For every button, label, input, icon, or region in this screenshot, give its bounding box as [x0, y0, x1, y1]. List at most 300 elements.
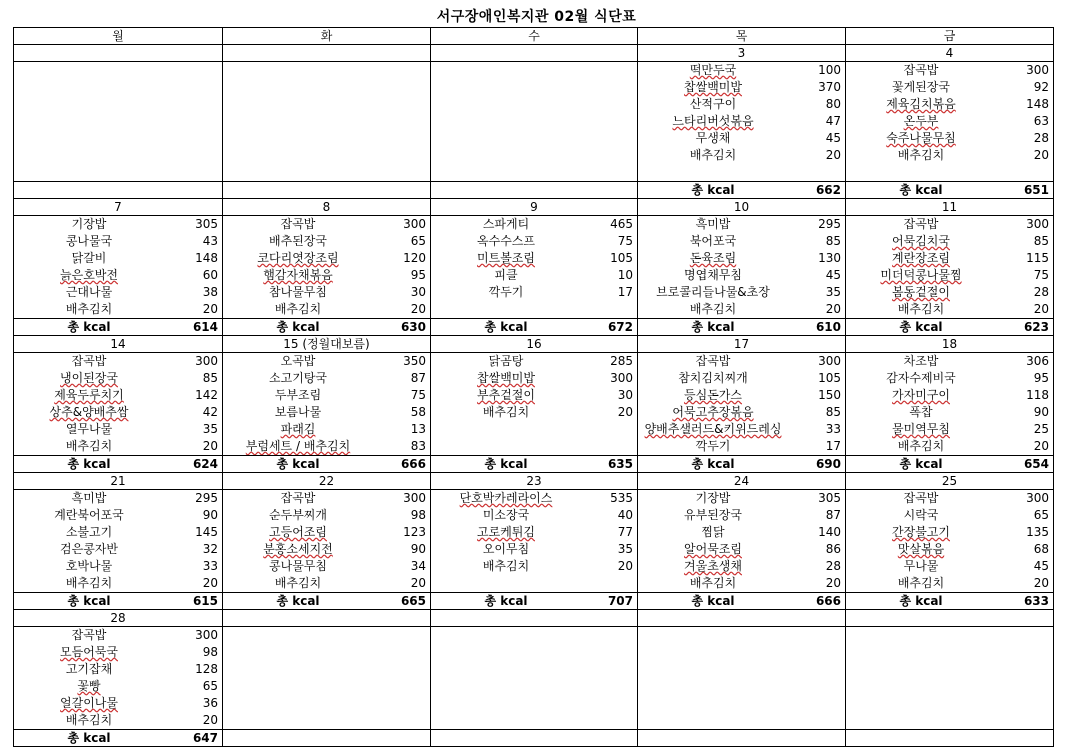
date-row	[14, 45, 1054, 62]
total-value: 666	[400, 457, 426, 471]
meal-item	[638, 79, 845, 96]
meal-name	[846, 301, 996, 318]
meal-name-text: 시락국	[903, 508, 939, 522]
meal-kcal: 98	[410, 508, 426, 522]
meal-name	[638, 62, 788, 79]
meal-name-text: 양배추샐러드&키위드레싱	[644, 422, 782, 436]
meal-kcal: 34	[410, 559, 426, 573]
meal-name-text: 찜닭	[701, 525, 725, 539]
meal-kcal: 85	[825, 234, 841, 248]
meal-name	[846, 421, 996, 438]
meal-name	[223, 233, 373, 250]
total-kcal	[223, 319, 430, 335]
meal-item	[431, 250, 637, 267]
meal-item	[223, 575, 430, 592]
meal-name-text: 단호박카레라이스	[459, 491, 553, 505]
meal-name	[638, 233, 788, 250]
total-value: 635	[607, 457, 633, 471]
day-number: 14	[14, 336, 223, 353]
meal-name	[638, 558, 788, 575]
total-label: 총 kcal	[899, 320, 943, 334]
total-kcal	[846, 593, 1053, 609]
meal-name	[14, 695, 164, 712]
day-total-cell	[638, 593, 846, 610]
meal-kcal: 300	[1026, 491, 1049, 505]
meal-item	[14, 575, 222, 592]
meal-item	[223, 421, 430, 438]
meal-item	[846, 404, 1053, 421]
meal-name-text: 찹쌀백미밥	[477, 371, 535, 385]
total-kcal	[638, 593, 845, 609]
meal-name	[846, 130, 996, 147]
meals-row	[14, 216, 1054, 319]
meal-kcal: 305	[195, 217, 218, 231]
day-number: 9	[431, 199, 638, 216]
meal-item	[846, 79, 1053, 96]
meal-kcal: 40	[617, 508, 633, 522]
meal-name	[846, 267, 996, 284]
meal-name	[638, 490, 788, 507]
meal-name-text: 소고기탕국	[269, 371, 327, 385]
meal-item	[846, 507, 1053, 524]
meal-kcal: 60	[202, 268, 218, 282]
meal-item	[638, 62, 845, 79]
day-total-cell	[846, 730, 1054, 747]
meal-name	[431, 541, 581, 558]
meal-name-text: 배추김치	[897, 439, 945, 453]
date-row	[14, 336, 1054, 353]
day-number	[223, 610, 431, 627]
meal-name-text: 잡곡밥	[71, 628, 107, 642]
total-label: 총 kcal	[276, 320, 320, 334]
meal-name	[638, 301, 788, 318]
meal-name-text: 북어포국	[689, 234, 737, 248]
meal-item	[431, 233, 637, 250]
meal-name-text: 깍두기	[695, 439, 731, 453]
meal-name	[223, 575, 373, 592]
meal-name-text: 배추김치	[689, 148, 737, 162]
meal-name-text: 검은콩자반	[60, 542, 118, 556]
meal-item	[846, 353, 1053, 370]
day-number	[638, 610, 846, 627]
day-number: 22	[223, 473, 431, 490]
day-meals-cell	[223, 353, 431, 456]
meal-kcal: 45	[825, 131, 841, 145]
meal-name	[14, 370, 164, 387]
meal-kcal: 95	[410, 268, 426, 282]
meal-name	[14, 678, 164, 695]
meal-item	[846, 438, 1053, 455]
meal-item	[846, 558, 1053, 575]
meal-name-text: 참나물무침	[269, 285, 327, 299]
meal-kcal: 90	[410, 542, 426, 556]
meal-kcal: 135	[1026, 525, 1049, 539]
meal-kcal: 30	[410, 285, 426, 299]
meal-item	[638, 370, 845, 387]
meals-row	[14, 353, 1054, 456]
total-value: 630	[400, 320, 426, 334]
meal-name	[14, 644, 164, 661]
meal-name	[846, 113, 996, 130]
day-total-cell	[638, 319, 846, 336]
day-total-cell	[14, 730, 223, 747]
total-label: 총 kcal	[691, 594, 735, 608]
meal-name-text: 배추김치	[689, 302, 737, 316]
meal-item	[638, 216, 845, 233]
meal-name-text: 배추김치	[65, 576, 113, 590]
meal-item	[638, 113, 845, 130]
meal-kcal: 465	[610, 217, 633, 231]
meal-kcal: 80	[825, 97, 841, 111]
date-row	[14, 199, 1054, 216]
meal-item	[14, 353, 222, 370]
date-row	[14, 610, 1054, 627]
day-number: 3	[638, 45, 846, 62]
meal-item	[14, 370, 222, 387]
meal-kcal: 32	[202, 542, 218, 556]
meal-name-text: 파래김	[280, 422, 316, 436]
meal-name	[638, 507, 788, 524]
weekday-wed: 수	[431, 28, 638, 45]
meal-name-text: 고기잡채	[65, 662, 113, 676]
meal-item	[431, 558, 637, 575]
meal-name-text: 보름나물	[274, 405, 322, 419]
meal-name-text: 배추된장국	[269, 234, 327, 248]
day-total-cell	[223, 182, 431, 199]
day-meals-cell	[846, 216, 1054, 319]
day-total-cell	[14, 182, 223, 199]
meal-item	[638, 524, 845, 541]
meal-name	[14, 438, 164, 455]
total-kcal	[14, 593, 222, 609]
total-value: 647	[192, 731, 218, 745]
meal-name	[431, 250, 581, 267]
meal-kcal: 300	[195, 354, 218, 368]
day-total-cell	[431, 319, 638, 336]
meal-name	[638, 267, 788, 284]
meal-item	[431, 284, 637, 301]
meal-kcal: 20	[202, 439, 218, 453]
meal-name	[431, 558, 581, 575]
total-value: 623	[1023, 320, 1049, 334]
total-label: 총 kcal	[691, 183, 735, 197]
meal-kcal: 10	[617, 268, 633, 282]
meal-item	[223, 507, 430, 524]
meal-name	[846, 216, 996, 233]
meal-kcal: 17	[617, 285, 633, 299]
day-number: 21	[14, 473, 223, 490]
meal-item	[223, 387, 430, 404]
meal-name	[223, 558, 373, 575]
meal-item	[14, 404, 222, 421]
meal-item	[223, 250, 430, 267]
meal-name	[638, 387, 788, 404]
day-total-cell	[846, 593, 1054, 610]
meal-name	[223, 284, 373, 301]
meal-name-text: 기장밥	[695, 491, 731, 505]
day-total-cell	[14, 319, 223, 336]
meal-kcal: 45	[1033, 559, 1049, 573]
meal-item	[638, 233, 845, 250]
meal-name-text: 폭찹	[909, 405, 933, 419]
meal-name-text: 맛살볶음	[897, 542, 945, 556]
meal-item	[638, 130, 845, 147]
meal-name	[846, 490, 996, 507]
meal-item	[431, 541, 637, 558]
meal-name	[223, 370, 373, 387]
meal-name-text: 느타리버섯볶음	[672, 114, 754, 128]
meal-item	[14, 490, 222, 507]
day-number	[431, 45, 638, 62]
total-kcal	[431, 593, 637, 609]
meal-name	[14, 558, 164, 575]
meal-name-text: 콩나물국	[65, 234, 113, 248]
total-value: 666	[815, 594, 841, 608]
meal-kcal: 87	[825, 508, 841, 522]
total-row	[14, 182, 1054, 199]
meal-name	[14, 524, 164, 541]
meal-kcal: 13	[410, 422, 426, 436]
meals-row	[14, 62, 1054, 182]
day-number: 18	[846, 336, 1054, 353]
meal-item	[638, 421, 845, 438]
meal-name	[14, 712, 164, 729]
day-meals-cell	[14, 62, 223, 182]
day-total-cell	[223, 593, 431, 610]
meal-kcal: 20	[617, 405, 633, 419]
meal-item	[223, 490, 430, 507]
meal-item	[638, 267, 845, 284]
meal-item	[14, 250, 222, 267]
meal-name-text: 감자수제비국	[886, 371, 956, 385]
meal-name-text: 미트볼조림	[477, 251, 535, 265]
meal-kcal: 95	[1033, 371, 1049, 385]
meal-name-text: 오곡밥	[280, 354, 316, 368]
total-label: 총 kcal	[899, 594, 943, 608]
meal-kcal: 142	[195, 388, 218, 402]
meal-item	[14, 507, 222, 524]
day-number	[431, 610, 638, 627]
meal-kcal: 38	[202, 285, 218, 299]
meal-item	[846, 62, 1053, 79]
total-value: 690	[815, 457, 841, 471]
meal-kcal: 85	[1033, 234, 1049, 248]
meal-item	[431, 524, 637, 541]
meal-kcal: 535	[610, 491, 633, 505]
day-number	[14, 45, 223, 62]
meal-name-text: 배추김치	[65, 439, 113, 453]
meal-name-text: 배추김치	[65, 713, 113, 727]
meal-name-text: 떡만두국	[689, 63, 737, 77]
meal-item	[846, 387, 1053, 404]
meal-name-text: 코다리엿장조림	[257, 251, 339, 265]
day-number: 7	[14, 199, 223, 216]
day-meals-cell	[846, 627, 1054, 730]
day-meals-cell	[846, 353, 1054, 456]
day-meals-cell	[846, 62, 1054, 182]
total-label: 총 kcal	[484, 457, 528, 471]
meal-item	[846, 541, 1053, 558]
meal-item	[14, 301, 222, 318]
meal-kcal: 300	[818, 354, 841, 368]
meal-kcal: 28	[825, 559, 841, 573]
weekday-mon: 월	[14, 28, 223, 45]
day-meals-cell	[846, 490, 1054, 593]
meal-item	[846, 113, 1053, 130]
day-total-cell	[638, 730, 846, 747]
day-number: 23	[431, 473, 638, 490]
meal-name	[846, 250, 996, 267]
meal-name-text: 돈육조림	[689, 251, 737, 265]
meal-name-text: 간장불고기	[892, 525, 950, 539]
meal-name-text: 찹쌀백미밥	[684, 80, 742, 94]
meal-name-text: 깍두기	[488, 285, 524, 299]
meal-name	[431, 490, 581, 507]
meal-kcal: 300	[403, 491, 426, 505]
meal-item	[638, 284, 845, 301]
meal-name-text: 잡곡밥	[695, 354, 731, 368]
meal-item	[14, 678, 222, 695]
day-meals-cell	[223, 627, 431, 730]
meal-name	[638, 541, 788, 558]
meal-item	[638, 301, 845, 318]
meal-kcal: 20	[825, 576, 841, 590]
meal-kcal: 47	[825, 114, 841, 128]
meal-name	[638, 575, 788, 592]
day-total-cell	[223, 319, 431, 336]
day-meals-cell	[14, 353, 223, 456]
meal-name-text: 모듬어묵국	[60, 645, 118, 659]
meal-name-text: 흑미밥	[71, 491, 107, 505]
meal-name	[14, 490, 164, 507]
meal-name-text: 닭곰탕	[488, 354, 524, 368]
meal-item	[846, 250, 1053, 267]
meal-item	[14, 387, 222, 404]
day-meals-cell	[223, 62, 431, 182]
meal-name	[14, 387, 164, 404]
day-meals-cell	[223, 490, 431, 593]
meal-name	[846, 147, 996, 164]
day-meals-cell	[431, 216, 638, 319]
meal-item	[14, 644, 222, 661]
meal-name	[14, 507, 164, 524]
day-number: 15 (정월대보름)	[223, 336, 431, 353]
total-value: 651	[1023, 183, 1049, 197]
day-number: 16	[431, 336, 638, 353]
meal-name-text: 알어묵조림	[684, 542, 742, 556]
meal-name-text: 숙주나물무침	[886, 131, 956, 145]
total-kcal	[14, 456, 222, 472]
meal-kcal: 20	[825, 148, 841, 162]
day-total-cell	[846, 319, 1054, 336]
meal-item	[846, 524, 1053, 541]
meal-name-text: 잡곡밥	[280, 217, 316, 231]
meal-name-text: 무나물	[903, 559, 939, 573]
meal-name-text: 늙은호박전	[60, 268, 118, 282]
total-label: 총 kcal	[691, 320, 735, 334]
meal-item	[223, 301, 430, 318]
meal-kcal: 20	[1033, 148, 1049, 162]
meal-name-text: 꽃게된장국	[892, 80, 950, 94]
meal-item	[223, 370, 430, 387]
meal-name-text: 무생채	[695, 131, 731, 145]
meal-name	[638, 284, 788, 301]
meal-item	[223, 353, 430, 370]
meal-item	[223, 216, 430, 233]
meal-kcal: 85	[825, 405, 841, 419]
meal-name-text: 계란장조림	[892, 251, 950, 265]
total-kcal	[223, 593, 430, 609]
day-total-cell	[431, 730, 638, 747]
meal-kcal: 28	[1033, 131, 1049, 145]
meal-item	[846, 267, 1053, 284]
meal-kcal: 75	[617, 234, 633, 248]
meal-item	[846, 130, 1053, 147]
meal-name	[638, 147, 788, 164]
meal-name-text: 계란북어포국	[54, 508, 124, 522]
meal-kcal: 45	[825, 268, 841, 282]
day-meals-cell	[14, 216, 223, 319]
meal-name-text: 기장밥	[71, 217, 107, 231]
meal-item	[223, 438, 430, 455]
meal-name	[846, 79, 996, 96]
meal-name	[638, 353, 788, 370]
day-total-cell	[431, 593, 638, 610]
meal-name	[14, 301, 164, 318]
day-number	[846, 610, 1054, 627]
total-kcal	[14, 319, 222, 335]
meal-name-text: 봄동겉절이	[892, 285, 950, 299]
meal-item	[223, 233, 430, 250]
meal-kcal: 20	[202, 713, 218, 727]
meal-name	[846, 404, 996, 421]
meal-item	[638, 490, 845, 507]
meal-kcal: 25	[1033, 422, 1049, 436]
meal-name	[638, 216, 788, 233]
total-kcal	[431, 456, 637, 472]
meal-item	[431, 216, 637, 233]
meal-item	[223, 267, 430, 284]
meal-name	[846, 96, 996, 113]
day-total-cell	[638, 182, 846, 199]
meal-kcal: 75	[410, 388, 426, 402]
day-number: 17	[638, 336, 846, 353]
meal-name-text: 배추김치	[482, 559, 530, 573]
meal-item	[223, 284, 430, 301]
meal-name-text: 가자미구이	[892, 388, 950, 402]
meal-name	[846, 524, 996, 541]
meal-kcal: 150	[818, 388, 841, 402]
meal-item	[638, 558, 845, 575]
meal-kcal: 306	[1026, 354, 1049, 368]
meal-item	[638, 96, 845, 113]
total-row	[14, 593, 1054, 610]
meal-name	[14, 233, 164, 250]
meal-kcal: 128	[195, 662, 218, 676]
meal-name	[223, 404, 373, 421]
meal-name	[431, 353, 581, 370]
meal-item	[638, 575, 845, 592]
meal-item	[14, 695, 222, 712]
meal-name	[14, 627, 164, 644]
meal-name-text: 부럼세트 / 배추김치	[245, 439, 351, 453]
day-number: 11	[846, 199, 1054, 216]
meal-kcal: 20	[202, 576, 218, 590]
meal-name-text: 배추김치	[897, 302, 945, 316]
meal-name	[846, 541, 996, 558]
meal-kcal: 20	[410, 302, 426, 316]
meal-name-text: 잡곡밥	[280, 491, 316, 505]
